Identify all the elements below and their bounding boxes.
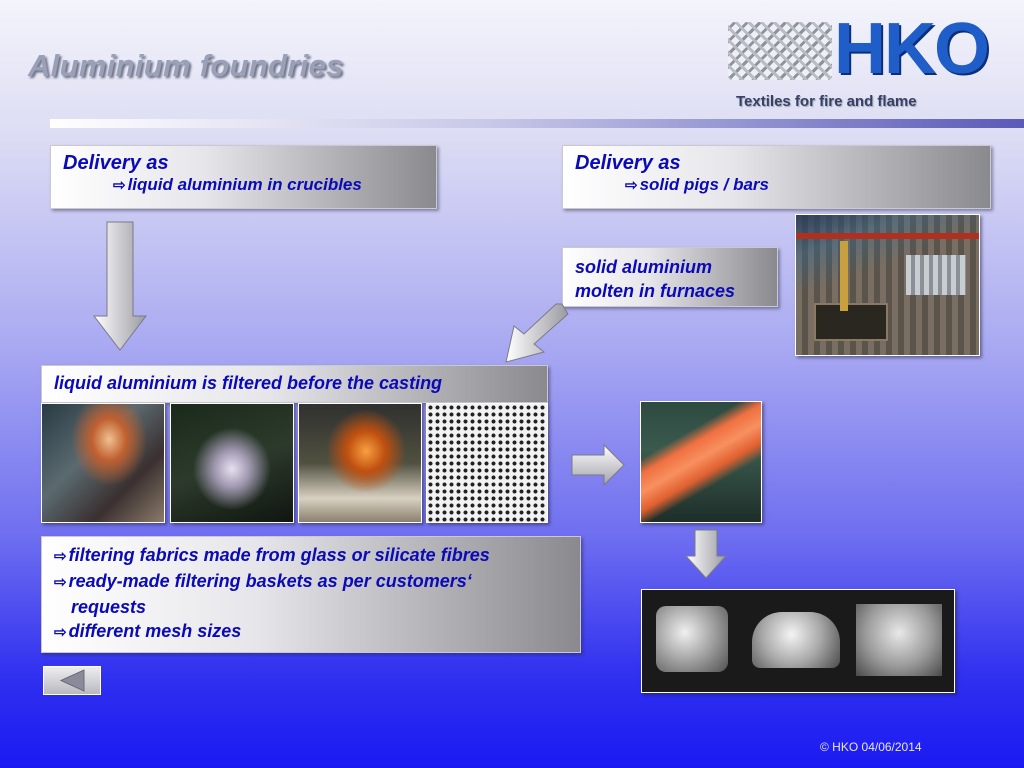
right-arrow-icon [570, 443, 626, 489]
feature-item [54, 569, 568, 595]
delivery-item-left [63, 175, 424, 195]
casting-photo-1 [41, 403, 165, 523]
feature-item-text: filtering fabrics made from glass or silicate fibres [68, 545, 490, 565]
tagline: Textiles for fire and flame [736, 93, 917, 110]
delivery-item-right [575, 175, 978, 195]
back-button[interactable] [43, 666, 101, 695]
diagonal-arrow-icon [500, 300, 570, 366]
right-arrow-icon: ⇨ [54, 624, 67, 641]
right-arrow-icon: ⇨ [113, 177, 126, 194]
right-arrow-icon: ⇨ [625, 177, 638, 194]
feature-item-text: ready-made filtering baskets as per customers‘ [68, 571, 472, 591]
right-arrow-icon: ⇨ [54, 548, 67, 565]
feature-item [54, 619, 568, 645]
filter-banner-text: liquid aluminium is filtered before the casting [54, 373, 443, 393]
feature-item [54, 543, 568, 569]
logo-text: HKO [834, 9, 988, 89]
furnace-note-line2: molten in furnaces [575, 281, 736, 301]
furnace-note-box [562, 247, 778, 307]
delivery-box-left [50, 145, 437, 209]
delivery-item-left-text: liquid aluminium in crucibles [127, 175, 362, 194]
delivery-heading-right: Delivery as [575, 152, 681, 174]
filter-banner [41, 365, 548, 403]
filter-mesh-photo [426, 403, 548, 523]
delivery-box-right [562, 145, 991, 209]
furnace-photo [795, 214, 980, 356]
casting-photo-2 [170, 403, 294, 523]
features-box [41, 536, 581, 653]
right-arrow-icon: ⇨ [54, 574, 67, 591]
down-arrow-small-icon [684, 528, 728, 580]
feature-item-continuation: requests [71, 597, 147, 617]
logo-mesh-graphic [728, 22, 832, 80]
header-divider [50, 119, 1024, 128]
casting-photo-3 [298, 403, 422, 523]
delivery-item-right-text: solid pigs / bars [639, 175, 769, 194]
feature-item-text: different mesh sizes [68, 621, 242, 641]
hko-logo [722, 9, 1006, 89]
back-arrow-icon [44, 667, 100, 694]
page-title: Aluminium foundries [28, 48, 344, 83]
delivery-heading-left: Delivery as [63, 152, 169, 174]
down-arrow-icon [92, 220, 148, 352]
pouring-photo [640, 401, 762, 523]
castings-photo [641, 589, 955, 693]
footer-copyright: © HKO 04/06/2014 [820, 740, 922, 754]
furnace-note-line1: solid aluminium [575, 257, 713, 277]
